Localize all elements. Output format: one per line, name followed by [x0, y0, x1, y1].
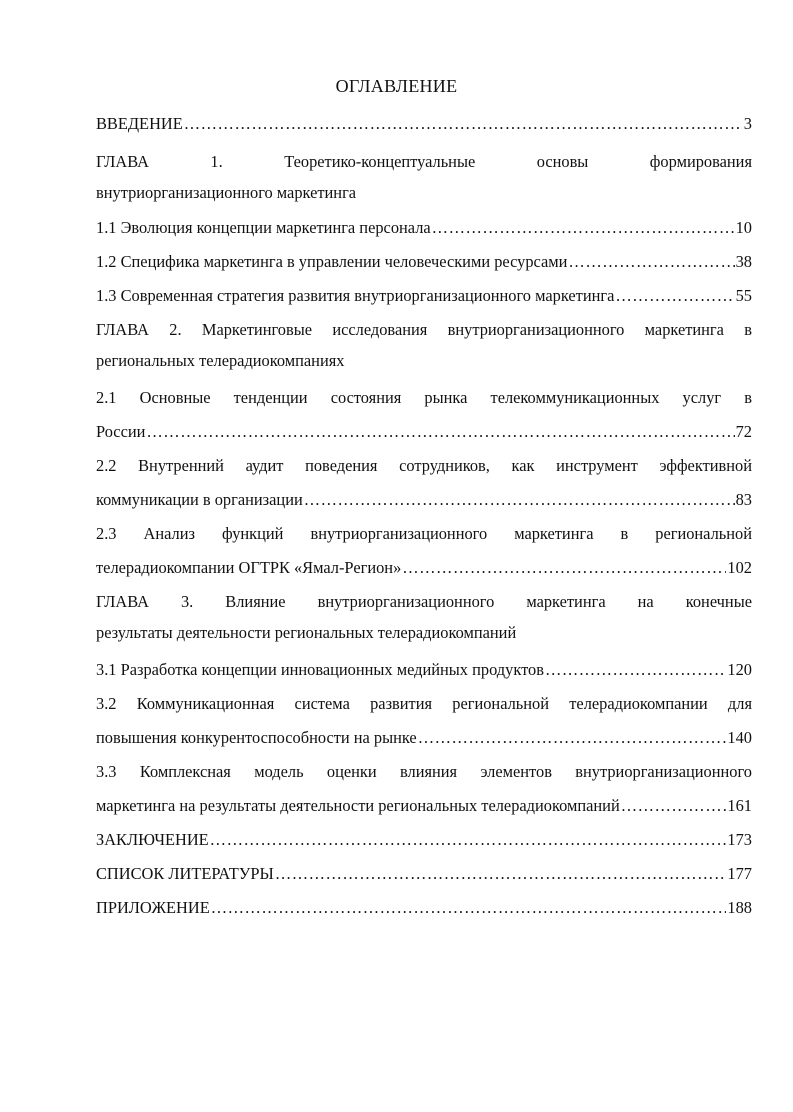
toc-chapter-1-heading: ГЛАВА 1. Теоретико-концептуальные основы формирования: [96, 152, 752, 171]
toc-entry-page: 177: [727, 864, 752, 883]
toc-entry-3-2-cont: [96, 721, 752, 755]
toc-leader-dots: [210, 823, 727, 857]
toc-entry-title: 3.1 Разработка концепции инновационных медийных продуктов: [96, 660, 544, 679]
toc-leader-dots: [568, 245, 734, 279]
toc-entry-1-2: [96, 245, 752, 279]
toc-entry-title: маркетинга на результаты деятельности региональных телерадиокомпаний: [96, 796, 620, 815]
toc-entry-page: 161: [727, 796, 752, 815]
toc-leader-dots: [211, 891, 727, 925]
toc-entry-2-2-cont: [96, 483, 752, 517]
toc-entry-title: 1.3 Современная стратегия развития внутриорганизационного маркетинга: [96, 286, 615, 305]
table-of-contents: [96, 107, 752, 925]
toc-entry-page: 102: [727, 558, 752, 577]
toc-entry-title: 1.2 Специфика маркетинга в управлении человеческими ресурсами: [96, 252, 568, 271]
toc-entry-introduction: [96, 107, 752, 141]
toc-entry-1-1: [96, 211, 752, 245]
toc-entry-3-3-cont: [96, 789, 752, 823]
toc-entry-page: 83: [735, 490, 752, 509]
toc-chapter-3-heading-cont: результаты деятельности региональных телерадиокомпаний: [96, 623, 517, 642]
toc-chapter-3-heading: ГЛАВА 3. Влияние внутриорганизационного маркетинга на конечные: [96, 592, 752, 611]
toc-entry-1-3: [96, 279, 752, 313]
toc-leader-dots: [621, 789, 727, 823]
toc-chapter-2-heading-cont: региональных телерадиокомпаниях: [96, 351, 345, 370]
toc-entry-bibliography: [96, 857, 752, 891]
toc-entry-page: 72: [735, 422, 752, 441]
page-title: ОГЛАВЛЕНИЕ: [335, 76, 458, 96]
toc-leader-dots: [615, 279, 734, 313]
toc-entry-page: 55: [735, 286, 752, 305]
toc-entry-title: ПРИЛОЖЕНИЕ: [96, 898, 210, 917]
toc-leader-dots: [275, 857, 727, 891]
toc-entry-page: 10: [735, 218, 752, 237]
toc-entry-2-2: 2.2 Внутренний аудит поведения сотрудников, как инструмент эффективной: [96, 456, 752, 475]
toc-entry-title: ВВЕДЕНИЕ: [96, 114, 183, 133]
toc-entry-page: 3: [743, 114, 752, 133]
toc-chapter-1-heading-cont: внутриорганизационного маркетинга: [96, 183, 357, 202]
toc-leader-dots: [184, 107, 743, 141]
toc-entry-title: телерадиокомпании ОГТРК «Ямал-Регион»: [96, 558, 402, 577]
toc-entry-conclusion: [96, 823, 752, 857]
toc-entry-appendix: [96, 891, 752, 925]
toc-entry-title: ЗАКЛЮЧЕНИЕ: [96, 830, 209, 849]
toc-leader-dots: [146, 415, 734, 449]
toc-chapter-2-heading: ГЛАВА 2. Маркетинговые исследования внутриорганизационного маркетинга в: [96, 320, 752, 339]
toc-entry-3-2: 3.2 Коммуникационная система развития региональной телерадиокомпании для: [96, 694, 752, 713]
toc-leader-dots: [432, 211, 735, 245]
toc-entry-page: 38: [735, 252, 752, 271]
toc-entry-title: 1.1 Эволюция концепции маркетинга персонала: [96, 218, 431, 237]
toc-leader-dots: [545, 653, 726, 687]
toc-leader-dots: [304, 483, 735, 517]
toc-entry-3-3: 3.3 Комплексная модель оценки влияния элементов внутриорганизационного: [96, 762, 752, 781]
toc-entry-title: России: [96, 422, 146, 441]
toc-entry-title: коммуникации в организации: [96, 490, 303, 509]
toc-entry-2-3: 2.3 Анализ функций внутриорганизационного маркетинга в региональной: [96, 524, 752, 543]
toc-entry-2-1-cont: [96, 415, 752, 449]
toc-leader-dots: [418, 721, 727, 755]
toc-entry-title: СПИСОК ЛИТЕРАТУРЫ: [96, 864, 274, 883]
toc-entry-title: повышения конкурентоспособности на рынке: [96, 728, 417, 747]
toc-entry-page: 173: [727, 830, 752, 849]
toc-entry-page: 188: [727, 898, 752, 917]
toc-leader-dots: [402, 551, 726, 585]
toc-entry-page: 120: [727, 660, 752, 679]
toc-entry-3-1: [96, 653, 752, 687]
toc-entry-page: 140: [727, 728, 752, 747]
toc-entry-2-1: 2.1 Основные тенденции состояния рынка телекоммуникационных услуг в: [96, 388, 752, 407]
toc-entry-2-3-cont: [96, 551, 752, 585]
